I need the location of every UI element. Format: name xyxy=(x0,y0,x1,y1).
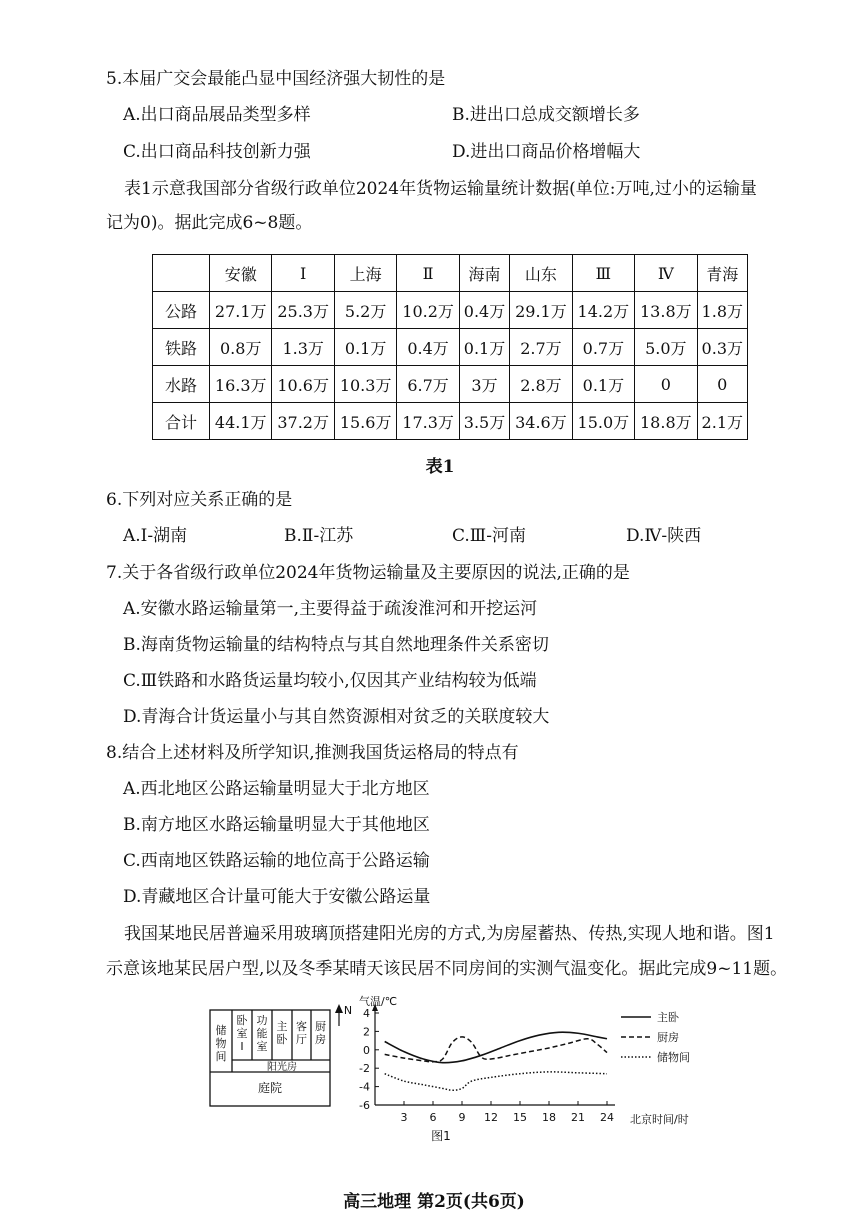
x-tick-label: 21 xyxy=(571,1111,585,1124)
table-header-cell: 青海 xyxy=(697,255,747,292)
room-function-char: 能 xyxy=(256,1027,268,1040)
q7-option-b: B.海南货物运输量的结构特点与其自然地理条件关系密切 xyxy=(123,635,549,655)
q7-stem: 7.关于各省级行政单位2024年货物运输量及主要原因的说法,正确的是 xyxy=(106,563,630,583)
table-cell: 0.1万 xyxy=(572,366,634,403)
table-row xyxy=(153,403,748,440)
x-tick-label: 24 xyxy=(600,1111,614,1124)
q6-stem: 6.下列对应关系正确的是 xyxy=(106,490,293,510)
table-header-cell: 海南 xyxy=(459,255,509,292)
table-cell: 29.1万 xyxy=(510,292,572,329)
figure-intro-line2: 示意该地某民居户型,以及冬季某晴天该民居不同房间的实测气温变化。据此完成9~11题。 xyxy=(106,959,788,979)
table-header-cell: Ⅰ xyxy=(272,255,334,292)
table-cell: 10.6万 xyxy=(272,366,334,403)
q7-option-a: A.安徽水路运输量第一,主要得益于疏浚淮河和开挖运河 xyxy=(123,599,538,619)
table-cell: 5.0万 xyxy=(635,329,697,366)
table-cell: 铁路 xyxy=(153,329,210,366)
q8-stem: 8.结合上述材料及所学知识,推测我国货运格局的特点有 xyxy=(106,743,519,763)
table-cell: 15.0万 xyxy=(572,403,634,440)
table-cell: 1.3万 xyxy=(272,329,334,366)
table-header-cell: Ⅳ xyxy=(635,255,697,292)
y-tick-label: -2 xyxy=(359,1062,370,1076)
x-tick-label: 6 xyxy=(429,1111,437,1124)
table-header-cell: 山东 xyxy=(510,255,572,292)
floor-plan xyxy=(206,1000,356,1120)
table-header-cell xyxy=(153,255,210,292)
room-master-char: 主 xyxy=(276,1020,288,1033)
table-cell: 34.6万 xyxy=(510,403,572,440)
table-cell: 0 xyxy=(635,366,697,403)
table-header-cell: Ⅲ xyxy=(572,255,634,292)
room-storage-char: 物 xyxy=(215,1037,227,1050)
y-tick-label: -4 xyxy=(359,1080,370,1094)
table-cell: 合计 xyxy=(153,403,210,440)
table-cell: 25.3万 xyxy=(272,292,334,329)
courtyard-label: 庭院 xyxy=(257,1081,283,1095)
table-row xyxy=(153,366,748,403)
x-tick-label: 18 xyxy=(542,1111,556,1124)
q8-option-d: D.青藏地区合计量可能大于安徽公路运量 xyxy=(123,887,431,907)
y-tick-label: -6 xyxy=(359,1099,370,1112)
table-cell: 16.3万 xyxy=(210,366,272,403)
table-cell: 0 xyxy=(697,366,747,403)
room-master-char: 卧 xyxy=(276,1033,288,1046)
table-cell: 2.7万 xyxy=(510,329,572,366)
room-bedroom1-char: Ⅰ xyxy=(240,1040,244,1053)
table-cell: 44.1万 xyxy=(210,403,272,440)
y-tick-label: 2 xyxy=(363,1025,370,1039)
table-caption: 表1 xyxy=(425,457,455,477)
y-axis-label: 气温/℃ xyxy=(359,995,398,1008)
room-bedroom1-char: 卧 xyxy=(236,1014,248,1027)
table-cell: 0.4万 xyxy=(459,292,509,329)
table-cell: 0.3万 xyxy=(697,329,747,366)
room-kitchen-char: 厨 xyxy=(315,1020,326,1033)
q8-option-b: B.南方地区水路运输量明显大于其他地区 xyxy=(123,815,430,835)
x-axis-label: 北京时间/时 xyxy=(630,1113,689,1126)
table-cell: 0.1万 xyxy=(459,329,509,366)
q8-option-a: A.西北地区公路运输量明显大于北方地区 xyxy=(123,779,430,799)
table-cell: 10.3万 xyxy=(334,366,396,403)
table-cell: 10.2万 xyxy=(397,292,459,329)
legend-label: 主卧 xyxy=(657,1011,679,1024)
legend-label: 储物间 xyxy=(657,1051,690,1064)
q6-option-a: A.Ⅰ-湖南 xyxy=(123,526,188,546)
table-cell: 27.1万 xyxy=(210,292,272,329)
table-cell: 0.7万 xyxy=(572,329,634,366)
table-cell: 0.1万 xyxy=(334,329,396,366)
north-label: N xyxy=(343,1004,353,1017)
freight-table xyxy=(152,254,748,440)
table-cell: 14.2万 xyxy=(572,292,634,329)
room-bedroom1-char: 室 xyxy=(236,1027,248,1040)
figure-caption: 图1 xyxy=(431,1129,451,1143)
table-row xyxy=(153,292,748,329)
q5-option-a: A.出口商品展品类型多样 xyxy=(123,105,311,125)
table-row xyxy=(153,329,748,366)
q5-option-d: D.进出口商品价格增幅大 xyxy=(452,142,641,162)
q5-stem: 5.本届广交会最能凸显中国经济强大韧性的是 xyxy=(106,69,446,89)
table-cell: 18.8万 xyxy=(635,403,697,440)
table-header-cell: Ⅱ xyxy=(397,255,459,292)
table-cell: 17.3万 xyxy=(397,403,459,440)
table-cell: 公路 xyxy=(153,292,210,329)
table-cell: 13.8万 xyxy=(635,292,697,329)
table-cell: 0.8万 xyxy=(210,329,272,366)
x-tick-label: 9 xyxy=(458,1111,466,1124)
y-tick-label: 4 xyxy=(363,1007,370,1020)
series-line-dotted xyxy=(385,1072,607,1090)
q7-option-d: D.青海合计货运量小与其自然资源相对贫乏的关联度较大 xyxy=(123,707,550,727)
legend-label: 厨房 xyxy=(657,1031,679,1044)
table-intro-line1: 表1示意我国部分省级行政单位2024年货物运输量统计数据(单位:万吨,过小的运输量 xyxy=(124,179,757,199)
table-cell: 1.8万 xyxy=(697,292,747,329)
table-intro-line2: 记为0)。据此完成6~8题。 xyxy=(106,213,313,233)
q6-option-d: D.Ⅳ-陕西 xyxy=(626,526,702,546)
series-line-solid xyxy=(385,1032,607,1063)
table-cell: 15.6万 xyxy=(334,403,396,440)
x-tick-label: 15 xyxy=(513,1111,527,1124)
table-header-cell: 安徽 xyxy=(210,255,272,292)
q5-option-b: B.进出口总成交额增长多 xyxy=(452,105,640,125)
room-living-char: 客 xyxy=(296,1020,307,1033)
room-function-char: 室 xyxy=(256,1040,268,1053)
q7-option-c: C.Ⅲ铁路和水路货运量均较小,仅因其产业结构较为低端 xyxy=(123,671,537,691)
table-cell: 2.8万 xyxy=(510,366,572,403)
figure-intro-line1: 我国某地民居普遍采用玻璃顶搭建阳光房的方式,为房屋蓄热、传热,实现人地和谐。图1 xyxy=(124,924,775,944)
table-cell: 6.7万 xyxy=(397,366,459,403)
q6-option-b: B.Ⅱ-江苏 xyxy=(284,526,354,546)
table-header-row xyxy=(153,255,748,292)
table-cell: 3.5万 xyxy=(459,403,509,440)
y-tick-label: 0 xyxy=(363,1043,370,1057)
x-tick-label: 3 xyxy=(400,1111,408,1124)
room-storage-char: 间 xyxy=(215,1050,227,1063)
table-cell: 0.4万 xyxy=(397,329,459,366)
room-storage-char: 储 xyxy=(215,1024,227,1037)
page-footer: 高三地理 第2页(共6页) xyxy=(343,1192,525,1212)
room-function-char: 功 xyxy=(256,1014,268,1027)
room-living-char: 厅 xyxy=(296,1033,307,1046)
table-header-cell: 上海 xyxy=(334,255,396,292)
table-cell: 2.1万 xyxy=(697,403,747,440)
x-tick-label: 12 xyxy=(484,1111,498,1124)
table-cell: 5.2万 xyxy=(334,292,396,329)
q8-option-c: C.西南地区铁路运输的地位高于公路运输 xyxy=(123,851,430,871)
room-kitchen-char: 房 xyxy=(315,1033,326,1046)
table-cell: 水路 xyxy=(153,366,210,403)
sunroom-label: 阳光房 xyxy=(267,1062,297,1073)
q5-option-c: C.出口商品科技创新力强 xyxy=(123,142,311,162)
table-cell: 3万 xyxy=(459,366,509,403)
q6-option-c: C.Ⅲ-河南 xyxy=(452,526,526,546)
table-cell: 37.2万 xyxy=(272,403,334,440)
temperature-chart xyxy=(345,995,725,1150)
